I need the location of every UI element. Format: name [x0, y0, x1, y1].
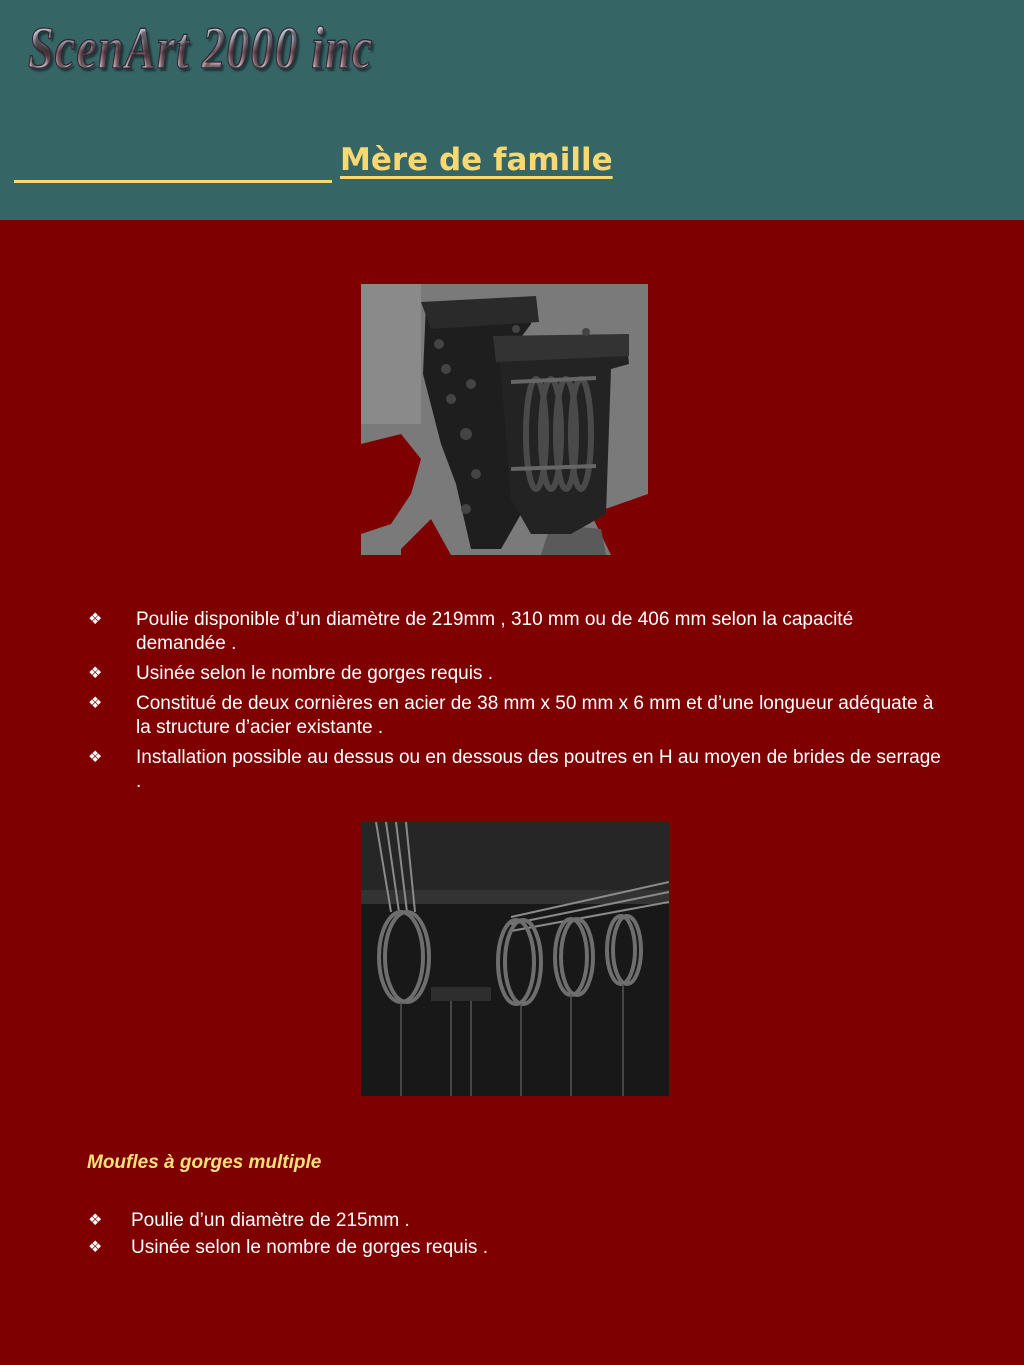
list-item-text: Poulie disponible d’un diamètre de 219mm , 310 mm ou de 406 mm selon la capacité demandée .	[136, 609, 854, 654]
list-item-text: Constitué de deux cornières en acier de 38 mm x 50 mm x 6 mm et d’une longueur adéquate à la structure d’acier existante .	[136, 693, 934, 738]
list-item	[88, 1234, 788, 1261]
diamond-bullet-icon: ❖	[88, 665, 103, 682]
diamond-bullet-icon: ❖	[88, 1239, 103, 1256]
list-item	[88, 608, 948, 656]
diamond-bullet-icon: ❖	[88, 749, 103, 766]
list-item	[88, 662, 948, 686]
company-logo: ScenArt 2000 inc	[28, 15, 374, 81]
features-list	[88, 608, 948, 800]
diamond-bullet-icon: ❖	[88, 695, 103, 712]
list-item-text: Usinée selon le nombre de gorges requis .	[136, 663, 493, 684]
list-item	[88, 746, 948, 794]
list-item	[88, 692, 948, 740]
header-band	[0, 0, 1024, 220]
section-title: Moufles à gorges multiple	[87, 1152, 322, 1173]
page-title: Mère de famille	[340, 142, 613, 178]
list-item	[88, 1207, 788, 1234]
diamond-bullet-icon: ❖	[88, 611, 103, 628]
list-item-text: Poulie d’un diamètre de 215mm .	[131, 1210, 410, 1231]
title-underline-rule	[14, 180, 332, 183]
pulley-block-photo	[361, 284, 648, 555]
moufles-list	[88, 1207, 788, 1261]
installed-pulleys-photo	[361, 822, 669, 1096]
diamond-bullet-icon: ❖	[88, 1212, 103, 1229]
list-item-text: Usinée selon le nombre de gorges requis .	[131, 1237, 488, 1258]
list-item-text: Installation possible au dessus ou en dessous des poutres en H au moyen de brides de serrage .	[136, 747, 941, 792]
